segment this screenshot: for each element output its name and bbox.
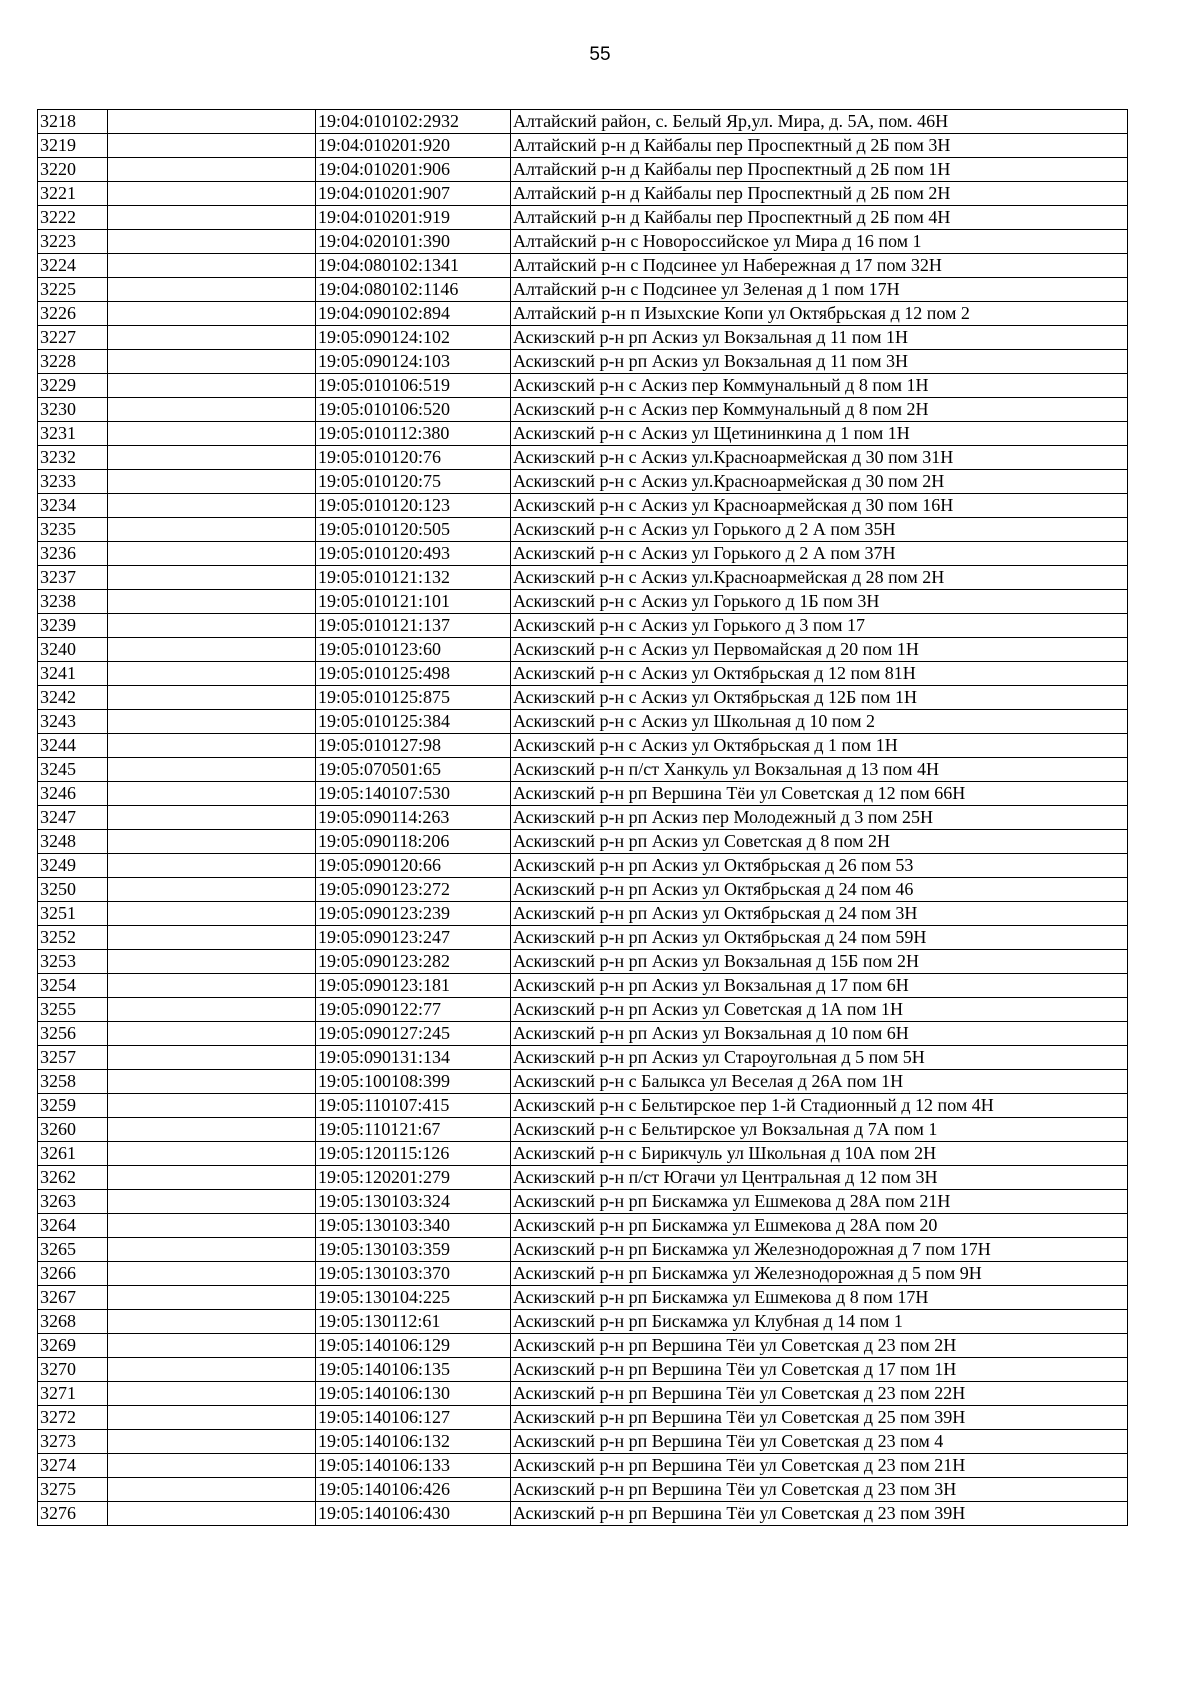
table-row: [38, 1286, 1128, 1310]
row-number-cell: 3259: [38, 1094, 108, 1118]
address-cell: Аскизский р-н рп Вершина Тёи ул Советская д 23 пом 22Н: [511, 1382, 1128, 1406]
table-row: [38, 1070, 1128, 1094]
table-row: [38, 950, 1128, 974]
cadastral-number-cell: 19:05:090123:247: [316, 926, 511, 950]
table-row: [38, 326, 1128, 350]
table-row: [38, 1406, 1128, 1430]
cadastral-number-cell: 19:05:090122:77: [316, 998, 511, 1022]
address-cell: Алтайский район, с. Белый Яр,ул. Мира, д. 5А, пом. 46Н: [511, 110, 1128, 134]
table-row: [38, 1094, 1128, 1118]
row-number-cell: 3249: [38, 854, 108, 878]
address-cell: Аскизский р-н с Аскиз ул Первомайская д 20 пом 1Н: [511, 638, 1128, 662]
row-number-cell: 3235: [38, 518, 108, 542]
cadastral-number-cell: 19:05:140106:426: [316, 1478, 511, 1502]
cadastral-number-cell: 19:05:010123:60: [316, 638, 511, 662]
cadastral-number-cell: 19:05:130103:370: [316, 1262, 511, 1286]
row-number-cell: 3269: [38, 1334, 108, 1358]
empty-cell: [108, 1022, 316, 1046]
empty-cell: [108, 758, 316, 782]
address-cell: Аскизский р-н п/ст Югачи ул Центральная д 12 пом 3Н: [511, 1166, 1128, 1190]
cadastral-number-cell: 19:04:080102:1341: [316, 254, 511, 278]
address-cell: Аскизский р-н рп Бискамжа ул Клубная д 14 пом 1: [511, 1310, 1128, 1334]
table-row: [38, 110, 1128, 134]
cadastral-number-cell: 19:05:010120:123: [316, 494, 511, 518]
row-number-cell: 3234: [38, 494, 108, 518]
address-cell: Аскизский р-н рп Вершина Тёи ул Советская д 17 пом 1Н: [511, 1358, 1128, 1382]
table-row: [38, 974, 1128, 998]
cadastral-number-cell: 19:05:010125:384: [316, 710, 511, 734]
address-cell: Аскизский р-н рп Вершина Тёи ул Советская д 23 пом 3Н: [511, 1478, 1128, 1502]
address-cell: Аскизский р-н с Аскиз ул Горького д 2 А пом 35Н: [511, 518, 1128, 542]
row-number-cell: 3256: [38, 1022, 108, 1046]
cadastral-number-cell: 19:05:090114:263: [316, 806, 511, 830]
empty-cell: [108, 1070, 316, 1094]
cadastral-number-cell: 19:05:010120:493: [316, 542, 511, 566]
row-number-cell: 3245: [38, 758, 108, 782]
empty-cell: [108, 1310, 316, 1334]
row-number-cell: 3262: [38, 1166, 108, 1190]
cadastral-number-cell: 19:05:010121:137: [316, 614, 511, 638]
empty-cell: [108, 590, 316, 614]
cadastral-number-cell: 19:05:090123:181: [316, 974, 511, 998]
table-row: [38, 542, 1128, 566]
empty-cell: [108, 326, 316, 350]
address-cell: Аскизский р-н с Аскиз ул Октябрьская д 12Б пом 1Н: [511, 686, 1128, 710]
cadastral-number-cell: 19:05:070501:65: [316, 758, 511, 782]
cadastral-number-cell: 19:05:140107:530: [316, 782, 511, 806]
table-row: [38, 1046, 1128, 1070]
table-row: [38, 614, 1128, 638]
empty-cell: [108, 1238, 316, 1262]
address-cell: Аскизский р-н п/ст Ханкуль ул Вокзальная д 13 пом 4Н: [511, 758, 1128, 782]
table-row: [38, 374, 1128, 398]
address-cell: Аскизский р-н рп Аскиз ул Советская д 1А пом 1Н: [511, 998, 1128, 1022]
address-cell: Аскизский р-н рп Аскиз ул Вокзальная д 11 пом 3Н: [511, 350, 1128, 374]
address-cell: Аскизский р-н рп Бискамжа ул Ешмекова д 28А пом 20: [511, 1214, 1128, 1238]
row-number-cell: 3260: [38, 1118, 108, 1142]
cadastral-number-cell: 19:05:010121:132: [316, 566, 511, 590]
table-row: [38, 662, 1128, 686]
empty-cell: [108, 1046, 316, 1070]
address-cell: Аскизский р-н рп Аскиз ул Октябрьская д 24 пом 3Н: [511, 902, 1128, 926]
address-cell: Алтайский р-н с Новороссийское ул Мира д 16 пом 1: [511, 230, 1128, 254]
cadastral-number-cell: 19:05:090131:134: [316, 1046, 511, 1070]
empty-cell: [108, 134, 316, 158]
cadastral-number-cell: 19:05:010120:75: [316, 470, 511, 494]
row-number-cell: 3240: [38, 638, 108, 662]
row-number-cell: 3228: [38, 350, 108, 374]
row-number-cell: 3275: [38, 1478, 108, 1502]
address-cell: Алтайский р-н д Кайбалы пер Проспектный д 2Б пом 3Н: [511, 134, 1128, 158]
empty-cell: [108, 782, 316, 806]
empty-cell: [108, 518, 316, 542]
empty-cell: [108, 542, 316, 566]
row-number-cell: 3268: [38, 1310, 108, 1334]
table-row: [38, 1382, 1128, 1406]
empty-cell: [108, 374, 316, 398]
address-cell: Аскизский р-н с Аскиз ул Октябрьская д 1 пом 1Н: [511, 734, 1128, 758]
table-row: [38, 1478, 1128, 1502]
table-row: [38, 878, 1128, 902]
address-cell: Аскизский р-н рп Вершина Тёи ул Советская д 25 пом 39Н: [511, 1406, 1128, 1430]
table-row: [38, 1142, 1128, 1166]
address-cell: Аскизский р-н рп Вершина Тёи ул Советская д 23 пом 4: [511, 1430, 1128, 1454]
address-cell: Аскизский р-н рп Аскиз ул Староугольная д 5 пом 5Н: [511, 1046, 1128, 1070]
table-row: [38, 998, 1128, 1022]
cadastral-number-cell: 19:05:130104:225: [316, 1286, 511, 1310]
empty-cell: [108, 1478, 316, 1502]
row-number-cell: 3263: [38, 1190, 108, 1214]
cadastral-number-cell: 19:05:110121:67: [316, 1118, 511, 1142]
row-number-cell: 3233: [38, 470, 108, 494]
table-row: [38, 1022, 1128, 1046]
cadastral-number-cell: 19:04:010201:919: [316, 206, 511, 230]
table-row: [38, 1310, 1128, 1334]
page-number: 55: [589, 44, 611, 65]
address-cell: Аскизский р-н рп Аскиз ул Октябрьская д 24 пом 46: [511, 878, 1128, 902]
address-cell: Аскизский р-н с Аскиз ул Щетининкина д 1 пом 1Н: [511, 422, 1128, 446]
cadastral-number-cell: 19:05:010125:498: [316, 662, 511, 686]
row-number-cell: 3274: [38, 1454, 108, 1478]
row-number-cell: 3229: [38, 374, 108, 398]
address-cell: Алтайский р-н д Кайбалы пер Проспектный д 2Б пом 4Н: [511, 206, 1128, 230]
address-cell: Алтайский р-н д Кайбалы пер Проспектный д 2Б пом 1Н: [511, 158, 1128, 182]
address-cell: Аскизский р-н с Аскиз ул Октябрьская д 12 пом 81Н: [511, 662, 1128, 686]
address-cell: Аскизский р-н с Аскиз пер Коммунальный д 8 пом 1Н: [511, 374, 1128, 398]
empty-cell: [108, 1382, 316, 1406]
cadastral-number-cell: 19:04:010201:907: [316, 182, 511, 206]
address-cell: Аскизский р-н с Аскиз ул.Красноармейская д 28 пом 2Н: [511, 566, 1128, 590]
cadastral-number-cell: 19:05:090124:103: [316, 350, 511, 374]
cadastral-number-cell: 19:05:130112:61: [316, 1310, 511, 1334]
empty-cell: [108, 446, 316, 470]
table-row: [38, 1214, 1128, 1238]
address-cell: Аскизский р-н рп Бискамжа ул Железнодорожная д 5 пом 9Н: [511, 1262, 1128, 1286]
row-number-cell: 3248: [38, 830, 108, 854]
address-cell: Аскизский р-н рп Вершина Тёи ул Советская д 23 пом 39Н: [511, 1502, 1128, 1526]
empty-cell: [108, 1334, 316, 1358]
row-number-cell: 3258: [38, 1070, 108, 1094]
cadastral-number-cell: 19:05:140106:135: [316, 1358, 511, 1382]
empty-cell: [108, 926, 316, 950]
address-cell: Аскизский р-н рп Бискамжа ул Железнодорожная д 7 пом 17Н: [511, 1238, 1128, 1262]
address-cell: Аскизский р-н с Аскиз ул Красноармейская д 30 пом 16Н: [511, 494, 1128, 518]
address-cell: Аскизский р-н с Аскиз ул Горького д 3 пом 17: [511, 614, 1128, 638]
table-row: [38, 230, 1128, 254]
empty-cell: [108, 566, 316, 590]
table-row: [38, 134, 1128, 158]
empty-cell: [108, 302, 316, 326]
empty-cell: [108, 278, 316, 302]
empty-cell: [108, 110, 316, 134]
cadastral-number-cell: 19:05:100108:399: [316, 1070, 511, 1094]
row-number-cell: 3250: [38, 878, 108, 902]
table-row: [38, 1502, 1128, 1526]
empty-cell: [108, 422, 316, 446]
table-row: [38, 1166, 1128, 1190]
row-number-cell: 3219: [38, 134, 108, 158]
table-row: [38, 1430, 1128, 1454]
address-cell: Аскизский р-н с Бирикчуль ул Школьная д 10А пом 2Н: [511, 1142, 1128, 1166]
table-row: [38, 1262, 1128, 1286]
row-number-cell: 3220: [38, 158, 108, 182]
cadastral-number-cell: 19:05:010106:520: [316, 398, 511, 422]
table-row: [38, 158, 1128, 182]
table-row: [38, 254, 1128, 278]
cadastral-number-cell: 19:05:090123:272: [316, 878, 511, 902]
row-number-cell: 3255: [38, 998, 108, 1022]
row-number-cell: 3236: [38, 542, 108, 566]
row-number-cell: 3238: [38, 590, 108, 614]
row-number-cell: 3265: [38, 1238, 108, 1262]
row-number-cell: 3273: [38, 1430, 108, 1454]
address-cell: Аскизский р-н с Бельтирское ул Вокзальная д 7А пом 1: [511, 1118, 1128, 1142]
cadastral-number-cell: 19:05:090120:66: [316, 854, 511, 878]
cadastral-number-cell: 19:05:120201:279: [316, 1166, 511, 1190]
address-cell: Аскизский р-н с Балыкса ул Веселая д 26А пом 1Н: [511, 1070, 1128, 1094]
row-number-cell: 3221: [38, 182, 108, 206]
cadastral-number-cell: 19:05:130103:359: [316, 1238, 511, 1262]
address-cell: Аскизский р-н рп Бискамжа ул Ешмекова д 8 пом 17Н: [511, 1286, 1128, 1310]
cadastral-number-cell: 19:05:090127:245: [316, 1022, 511, 1046]
row-number-cell: 3239: [38, 614, 108, 638]
empty-cell: [108, 398, 316, 422]
table-row: [38, 278, 1128, 302]
cadastral-number-cell: 19:04:010102:2932: [316, 110, 511, 134]
cadastral-number-cell: 19:05:090123:239: [316, 902, 511, 926]
row-number-cell: 3227: [38, 326, 108, 350]
row-number-cell: 3254: [38, 974, 108, 998]
table-row: [38, 758, 1128, 782]
address-cell: Аскизский р-н рп Вершина Тёи ул Советская д 12 пом 66Н: [511, 782, 1128, 806]
cadastral-number-cell: 19:05:090124:102: [316, 326, 511, 350]
cadastral-number-cell: 19:05:120115:126: [316, 1142, 511, 1166]
row-number-cell: 3272: [38, 1406, 108, 1430]
table-row: [38, 518, 1128, 542]
cadastral-number-cell: 19:05:010125:875: [316, 686, 511, 710]
table-row: [38, 302, 1128, 326]
empty-cell: [108, 854, 316, 878]
table-row: [38, 398, 1128, 422]
address-cell: Аскизский р-н с Аскиз ул Горького д 1Б пом 3Н: [511, 590, 1128, 614]
row-number-cell: 3230: [38, 398, 108, 422]
row-number-cell: 3232: [38, 446, 108, 470]
empty-cell: [108, 470, 316, 494]
table-row: [38, 1238, 1128, 1262]
table-row: [38, 926, 1128, 950]
empty-cell: [108, 974, 316, 998]
empty-cell: [108, 182, 316, 206]
empty-cell: [108, 1118, 316, 1142]
row-number-cell: 3224: [38, 254, 108, 278]
cadastral-number-cell: 19:05:130103:324: [316, 1190, 511, 1214]
address-cell: Аскизский р-н с Аскиз ул.Красноармейская д 30 пом 31Н: [511, 446, 1128, 470]
empty-cell: [108, 1430, 316, 1454]
address-cell: Аскизский р-н рп Аскиз ул Октябрьская д 24 пом 59Н: [511, 926, 1128, 950]
empty-cell: [108, 1262, 316, 1286]
empty-cell: [108, 206, 316, 230]
table-row: [38, 686, 1128, 710]
row-number-cell: 3252: [38, 926, 108, 950]
empty-cell: [108, 1094, 316, 1118]
table-row: [38, 446, 1128, 470]
empty-cell: [108, 230, 316, 254]
row-number-cell: 3276: [38, 1502, 108, 1526]
cadastral-number-cell: 19:05:140106:132: [316, 1430, 511, 1454]
empty-cell: [108, 710, 316, 734]
cadastral-number-cell: 19:05:130103:340: [316, 1214, 511, 1238]
row-number-cell: 3244: [38, 734, 108, 758]
empty-cell: [108, 998, 316, 1022]
table-row: [38, 470, 1128, 494]
cadastral-number-cell: 19:04:090102:894: [316, 302, 511, 326]
row-number-cell: 3253: [38, 950, 108, 974]
property-table: [37, 109, 1128, 1526]
cadastral-number-cell: 19:05:110107:415: [316, 1094, 511, 1118]
cadastral-number-cell: 19:04:080102:1146: [316, 278, 511, 302]
empty-cell: [108, 614, 316, 638]
cadastral-number-cell: 19:05:140106:127: [316, 1406, 511, 1430]
table-row: [38, 182, 1128, 206]
empty-cell: [108, 254, 316, 278]
table-row: [38, 566, 1128, 590]
row-number-cell: 3225: [38, 278, 108, 302]
cadastral-number-cell: 19:05:090123:282: [316, 950, 511, 974]
empty-cell: [108, 878, 316, 902]
empty-cell: [108, 1406, 316, 1430]
empty-cell: [108, 1190, 316, 1214]
row-number-cell: 3261: [38, 1142, 108, 1166]
empty-cell: [108, 1286, 316, 1310]
row-number-cell: 3222: [38, 206, 108, 230]
row-number-cell: 3231: [38, 422, 108, 446]
empty-cell: [108, 1214, 316, 1238]
row-number-cell: 3246: [38, 782, 108, 806]
cadastral-number-cell: 19:05:140106:129: [316, 1334, 511, 1358]
empty-cell: [108, 902, 316, 926]
address-cell: Аскизский р-н рп Аскиз ул Вокзальная д 11 пом 1Н: [511, 326, 1128, 350]
empty-cell: [108, 1142, 316, 1166]
address-cell: Аскизский р-н рп Вершина Тёи ул Советская д 23 пом 2Н: [511, 1334, 1128, 1358]
table-row: [38, 1334, 1128, 1358]
address-cell: Алтайский р-н п Изыхские Копи ул Октябрьская д 12 пом 2: [511, 302, 1128, 326]
table-row: [38, 854, 1128, 878]
address-cell: Аскизский р-н рп Аскиз пер Молодежный д 3 пом 25Н: [511, 806, 1128, 830]
cadastral-number-cell: 19:04:010201:906: [316, 158, 511, 182]
address-cell: Аскизский р-н рп Аскиз ул Советская д 8 пом 2Н: [511, 830, 1128, 854]
empty-cell: [108, 1502, 316, 1526]
row-number-cell: 3241: [38, 662, 108, 686]
cadastral-number-cell: 19:05:140106:133: [316, 1454, 511, 1478]
empty-cell: [108, 734, 316, 758]
table-row: [38, 350, 1128, 374]
row-number-cell: 3266: [38, 1262, 108, 1286]
empty-cell: [108, 806, 316, 830]
row-number-cell: 3247: [38, 806, 108, 830]
row-number-cell: 3218: [38, 110, 108, 134]
address-cell: Аскизский р-н рп Бискамжа ул Ешмекова д 28А пом 21Н: [511, 1190, 1128, 1214]
row-number-cell: 3271: [38, 1382, 108, 1406]
address-cell: Аскизский р-н рп Аскиз ул Вокзальная д 15Б пом 2Н: [511, 950, 1128, 974]
cadastral-number-cell: 19:05:010120:505: [316, 518, 511, 542]
cadastral-number-cell: 19:05:090118:206: [316, 830, 511, 854]
table-row: [38, 590, 1128, 614]
cadastral-number-cell: 19:05:010112:380: [316, 422, 511, 446]
empty-cell: [108, 1454, 316, 1478]
address-cell: Аскизский р-н рп Аскиз ул Вокзальная д 10 пом 6Н: [511, 1022, 1128, 1046]
cadastral-number-cell: 19:05:010127:98: [316, 734, 511, 758]
address-cell: Аскизский р-н рп Аскиз ул Вокзальная д 17 пом 6Н: [511, 974, 1128, 998]
address-cell: Аскизский р-н с Аскиз ул Горького д 2 А пом 37Н: [511, 542, 1128, 566]
address-cell: Алтайский р-н с Подсинее ул Зеленая д 1 пом 17Н: [511, 278, 1128, 302]
address-cell: Аскизский р-н с Аскиз пер Коммунальный д 8 пом 2Н: [511, 398, 1128, 422]
table-row: [38, 710, 1128, 734]
cadastral-number-cell: 19:05:010121:101: [316, 590, 511, 614]
table-row: [38, 1118, 1128, 1142]
table-row: [38, 1454, 1128, 1478]
empty-cell: [108, 1166, 316, 1190]
row-number-cell: 3237: [38, 566, 108, 590]
row-number-cell: 3257: [38, 1046, 108, 1070]
table-body: [38, 110, 1128, 1526]
empty-cell: [108, 686, 316, 710]
empty-cell: [108, 638, 316, 662]
table-row: [38, 638, 1128, 662]
row-number-cell: 3226: [38, 302, 108, 326]
cadastral-number-cell: 19:04:020101:390: [316, 230, 511, 254]
empty-cell: [108, 1358, 316, 1382]
cadastral-number-cell: 19:05:140106:130: [316, 1382, 511, 1406]
empty-cell: [108, 830, 316, 854]
table-row: [38, 782, 1128, 806]
row-number-cell: 3267: [38, 1286, 108, 1310]
table-row: [38, 902, 1128, 926]
row-number-cell: 3270: [38, 1358, 108, 1382]
table-row: [38, 1358, 1128, 1382]
table-row: [38, 734, 1128, 758]
cadastral-number-cell: 19:04:010201:920: [316, 134, 511, 158]
table-row: [38, 1190, 1128, 1214]
address-cell: Аскизский р-н с Аскиз ул.Красноармейская д 30 пом 2Н: [511, 470, 1128, 494]
cadastral-number-cell: 19:05:010106:519: [316, 374, 511, 398]
empty-cell: [108, 494, 316, 518]
table-row: [38, 806, 1128, 830]
empty-cell: [108, 158, 316, 182]
cadastral-number-cell: 19:05:140106:430: [316, 1502, 511, 1526]
row-number-cell: 3251: [38, 902, 108, 926]
table-row: [38, 830, 1128, 854]
empty-cell: [108, 662, 316, 686]
address-cell: Аскизский р-н рп Вершина Тёи ул Советская д 23 пом 21Н: [511, 1454, 1128, 1478]
empty-cell: [108, 950, 316, 974]
table-row: [38, 422, 1128, 446]
address-cell: Аскизский р-н с Бельтирское пер 1-й Стадионный д 12 пом 4Н: [511, 1094, 1128, 1118]
row-number-cell: 3223: [38, 230, 108, 254]
cadastral-number-cell: 19:05:010120:76: [316, 446, 511, 470]
address-cell: Аскизский р-н с Аскиз ул Школьная д 10 пом 2: [511, 710, 1128, 734]
address-cell: Алтайский р-н с Подсинее ул Набережная д 17 пом 32Н: [511, 254, 1128, 278]
empty-cell: [108, 350, 316, 374]
table-row: [38, 206, 1128, 230]
row-number-cell: 3243: [38, 710, 108, 734]
table-row: [38, 494, 1128, 518]
address-cell: Аскизский р-н рп Аскиз ул Октябрьская д 26 пом 53: [511, 854, 1128, 878]
row-number-cell: 3264: [38, 1214, 108, 1238]
address-cell: Алтайский р-н д Кайбалы пер Проспектный д 2Б пом 2Н: [511, 182, 1128, 206]
row-number-cell: 3242: [38, 686, 108, 710]
